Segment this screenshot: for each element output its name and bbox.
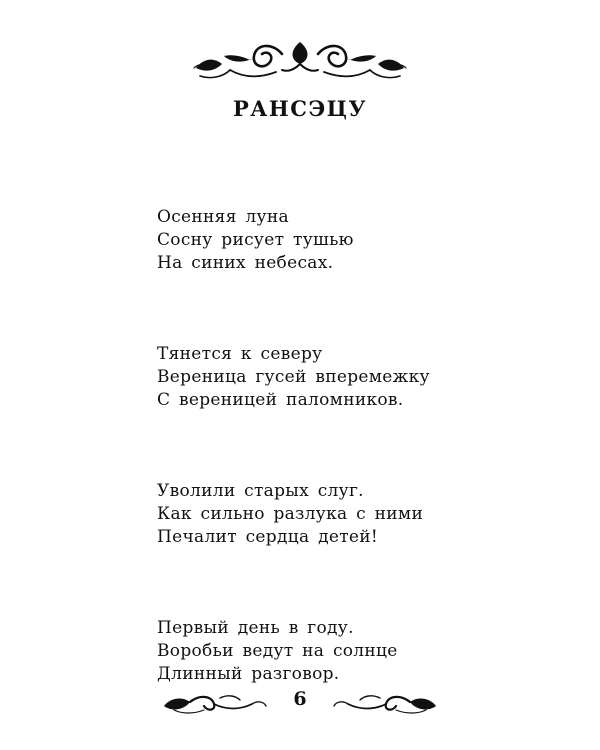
poem-stanza <box>157 206 430 275</box>
flourish-divider-right-icon <box>330 688 440 716</box>
poem-line: С вереницей паломников. <box>157 390 404 410</box>
page-footer <box>160 684 440 720</box>
poem-line: Осенняя луна <box>157 207 289 227</box>
poem-stanza <box>157 343 430 412</box>
page-number: 6 <box>293 688 307 710</box>
poem-line: Уволили старых слуг. <box>157 481 364 501</box>
poem-line: Как сильно разлука с ними <box>157 504 424 524</box>
page-title: РАНСЭЦУ <box>233 96 367 121</box>
poem-line: Сосну рисует тушью <box>157 230 354 250</box>
poem-line: Первый день в году. <box>157 618 354 638</box>
flourish-ornament-icon <box>190 34 410 84</box>
poem-line: На синих небесах. <box>157 253 334 273</box>
poem-line: Тянется к северу <box>157 344 323 364</box>
poem-stanza <box>157 480 430 549</box>
poem-stanza <box>157 617 430 686</box>
poem-list <box>157 206 430 686</box>
poem-line: Длинный разговор. <box>157 664 340 684</box>
poem-line: Вереница гусей вперемежку <box>157 367 430 387</box>
poem-line: Воробьи ведут на солнце <box>157 641 398 661</box>
poem-line: Печалит сердца детей! <box>157 527 379 547</box>
